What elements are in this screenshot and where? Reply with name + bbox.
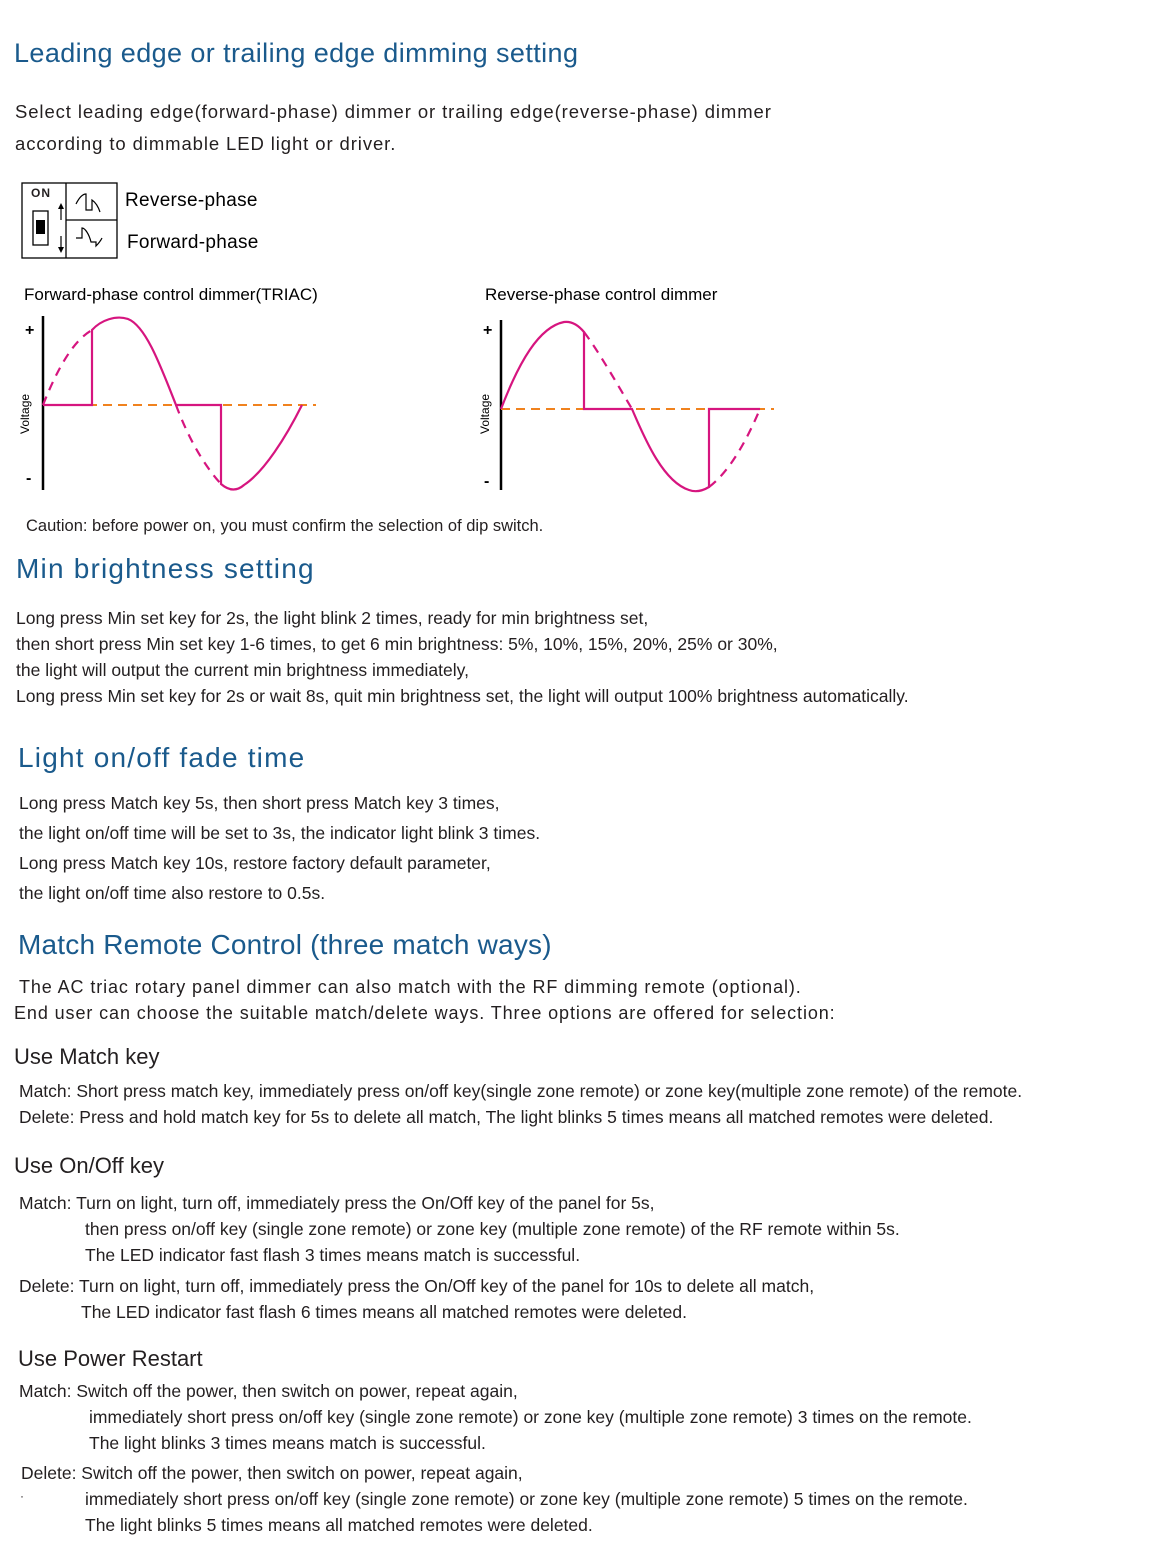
power-restart-delete-text <box>21 1460 968 1538</box>
dip-reverse-label: Reverse-phase <box>125 190 258 211</box>
forward-chart-title: Forward-phase control dimmer(TRIAC) <box>24 285 318 304</box>
match-key-text <box>19 1078 1022 1130</box>
forward-voltage-label: Voltage <box>18 393 32 434</box>
forward-plus-tick: + <box>25 322 35 339</box>
reverse-phase-waveform <box>494 312 784 497</box>
min-brightness-line: Long press Min set key for 2s, the light blink 2 times, ready for min brightness set, <box>16 608 649 628</box>
power-delete-line: The light blinks 5 times means all matched remotes were deleted. <box>85 1515 593 1535</box>
fade-time-text <box>19 788 540 908</box>
power-restart-match-text <box>19 1378 972 1456</box>
section-title-min-brightness: Min brightness setting <box>16 553 315 584</box>
subheading-match-key: Use Match key <box>14 1044 160 1069</box>
section-title-fade-time: Light on/off fade time <box>18 742 306 773</box>
subheading-onoff-key: Use On/Off key <box>14 1153 164 1178</box>
dimming-intro-line: Select leading edge(forward-phase) dimmer or trailing edge(reverse-phase) dimmer <box>15 101 772 122</box>
power-match-line: immediately short press on/off key (single zone remote) or zone key (multiple zone remote) 3 times on the remote. <box>89 1407 972 1427</box>
match-remote-intro-line: End user can choose the suitable match/delete ways. Three options are offered for selection: <box>14 1003 836 1023</box>
power-match-line: The light blinks 3 times means match is successful. <box>89 1433 486 1453</box>
section-title-dimming-edge: Leading edge or trailing edge dimming setting <box>14 38 579 68</box>
onoff-delete-line: Delete: Turn on light, turn off, immediately press the On/Off key of the panel for 10s to delete all match, <box>19 1276 815 1296</box>
caution-note: Caution: before power on, you must confirm the selection of dip switch. <box>26 517 544 535</box>
match-key-match-line: Match: Short press match key, immediately press on/off key(single zone remote) or zone key(multiple zone remote) of the remote. <box>19 1081 1023 1101</box>
forward-minus-tick: - <box>26 470 32 487</box>
dimming-intro-line: according to dimmable LED light or driver. <box>15 133 397 154</box>
fade-time-line: Long press Match key 5s, then short press Match key 3 times, <box>19 793 500 813</box>
fade-time-line: Long press Match key 10s, restore factory default parameter, <box>19 853 491 873</box>
power-delete-line: Delete: Switch off the power, then switch on power, repeat again, <box>21 1463 523 1483</box>
match-key-delete-line: Delete: Press and hold match key for 5s to delete all match, The light blinks 5 times means all matched remotes were deleted. <box>19 1107 994 1127</box>
min-brightness-line: Long press Min set key for 2s or wait 8s, quit min brightness set, the light will output 100% brightness automatically. <box>16 686 909 706</box>
onoff-delete-line: The LED indicator fast flash 6 times means all matched remotes were deleted. <box>81 1302 687 1322</box>
reverse-voltage-label: Voltage <box>478 393 492 434</box>
onoff-key-match-text <box>19 1190 900 1268</box>
reverse-chart-title: Reverse-phase control dimmer <box>485 285 718 304</box>
onoff-key-delete-text <box>19 1273 814 1325</box>
min-brightness-line: then short press Min set key 1-6 times, to get 6 min brightness: 5%, 10%, 15%, 20%, 25% or 30%, <box>16 634 778 654</box>
power-delete-line: immediately short press on/off key (single zone remote) or zone key (multiple zone remote) 5 times on the remote. <box>85 1489 968 1509</box>
reverse-plus-tick: + <box>483 322 493 339</box>
match-remote-intro-line: The AC triac rotary panel dimmer can also match with the RF dimming remote (optional). <box>19 977 802 997</box>
onoff-match-line: then press on/off key (single zone remote) or zone key (multiple zone remote) of the RF remote within 5s. <box>85 1219 900 1239</box>
subheading-power-restart: Use Power Restart <box>18 1346 203 1371</box>
power-match-line: Match: Switch off the power, then switch on power, repeat again, <box>19 1381 518 1401</box>
min-brightness-line: the light will output the current min brightness immediately, <box>16 660 469 680</box>
section-title-match-remote: Match Remote Control (three match ways) <box>18 929 552 960</box>
dip-on-label: ON <box>31 186 51 200</box>
dimming-intro <box>15 96 772 160</box>
min-brightness-text <box>16 605 909 709</box>
dip-forward-label: Forward-phase <box>127 232 259 253</box>
stray-dot: · <box>20 1489 24 1503</box>
fade-time-line: the light on/off time also restore to 0.5s. <box>19 883 326 903</box>
onoff-match-line: Match: Turn on light, turn off, immediately press the On/Off key of the panel for 5s, <box>19 1193 655 1213</box>
match-remote-intro <box>14 974 836 1026</box>
reverse-minus-tick: - <box>484 473 490 490</box>
fade-time-line: the light on/off time will be set to 3s, the indicator light blink 3 times. <box>19 823 541 843</box>
onoff-match-line: The LED indicator fast flash 3 times means match is successful. <box>85 1245 581 1265</box>
forward-phase-waveform <box>36 312 326 497</box>
